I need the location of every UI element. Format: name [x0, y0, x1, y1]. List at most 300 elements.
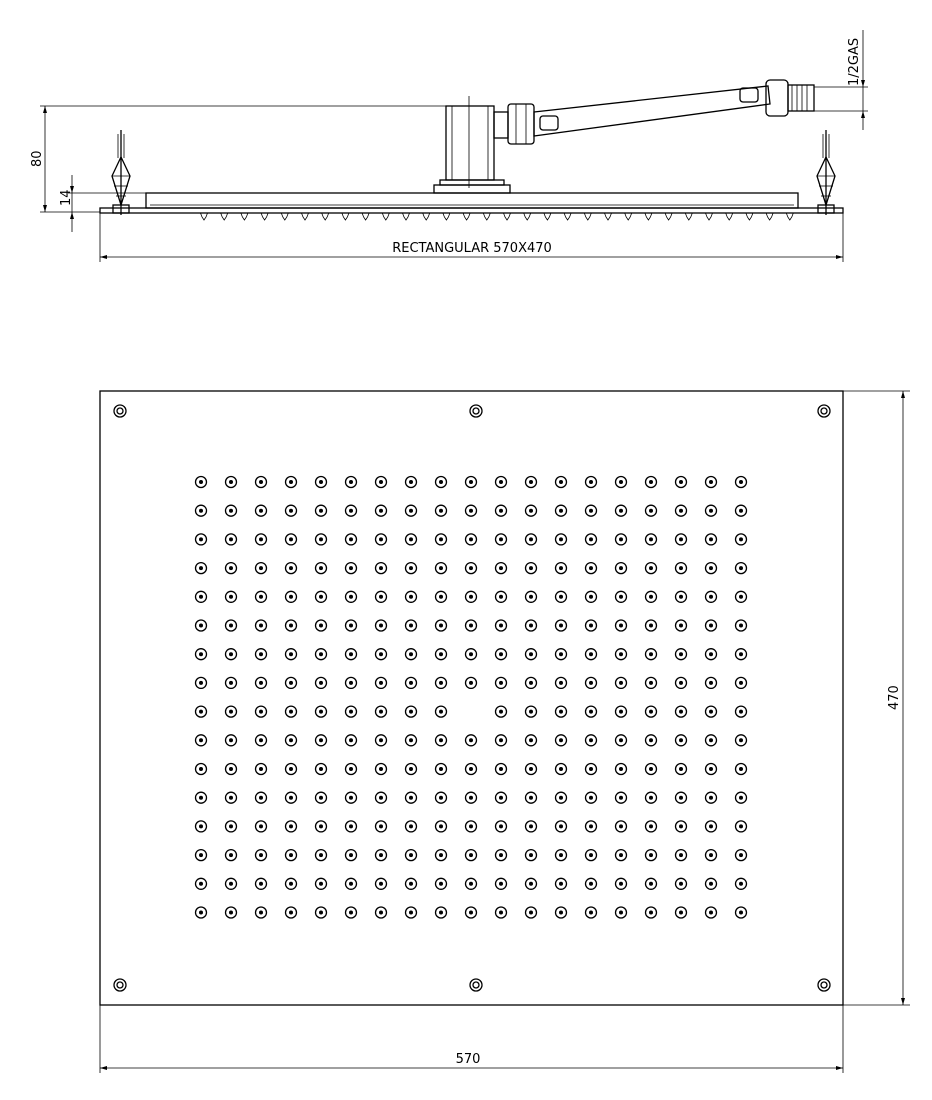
- nozzle: [556, 764, 567, 775]
- nozzle: [736, 735, 747, 746]
- side-plate-body: [146, 193, 798, 208]
- nozzle: [286, 649, 297, 660]
- side-nozzle: [685, 213, 692, 220]
- nozzle: [736, 649, 747, 660]
- side-nozzle: [766, 213, 773, 220]
- nozzle: [466, 764, 477, 775]
- nozzle: [556, 878, 567, 889]
- nozzle: [436, 850, 447, 861]
- nozzle: [226, 821, 237, 832]
- nozzle: [736, 706, 747, 717]
- nozzle: [466, 735, 477, 746]
- nozzle: [436, 764, 447, 775]
- nozzle: [586, 878, 597, 889]
- height-470-label: 470: [887, 685, 902, 710]
- nozzle: [436, 591, 447, 602]
- nozzle: [286, 850, 297, 861]
- nozzle: [706, 907, 717, 918]
- nozzle: [526, 677, 537, 688]
- nozzle: [286, 792, 297, 803]
- nozzle: [286, 677, 297, 688]
- nozzle: [466, 850, 477, 861]
- nozzle: [406, 850, 417, 861]
- nozzle: [346, 649, 357, 660]
- nozzle: [496, 477, 507, 488]
- nozzle: [316, 878, 327, 889]
- nozzle: [496, 792, 507, 803]
- nozzle: [226, 477, 237, 488]
- nozzle: [646, 649, 657, 660]
- nozzle: [646, 591, 657, 602]
- nozzle: [256, 735, 267, 746]
- nozzle: [256, 821, 267, 832]
- nozzle: [196, 907, 207, 918]
- nozzle: [586, 591, 597, 602]
- nozzle: [616, 677, 627, 688]
- nozzle: [226, 907, 237, 918]
- nozzle: [586, 792, 597, 803]
- nozzle: [466, 907, 477, 918]
- nozzle: [616, 620, 627, 631]
- side-nozzle: [342, 213, 349, 220]
- nozzle: [226, 677, 237, 688]
- nozzle: [646, 878, 657, 889]
- nozzle: [466, 649, 477, 660]
- nozzle: [586, 850, 597, 861]
- nozzle: [556, 677, 567, 688]
- width-570-label: 570: [455, 1052, 481, 1067]
- nozzle: [196, 677, 207, 688]
- nozzle: [646, 563, 657, 574]
- nozzle: [526, 821, 537, 832]
- side-nozzle: [241, 213, 248, 220]
- side-nozzle: [201, 213, 208, 220]
- nozzle: [736, 591, 747, 602]
- nozzle: [406, 534, 417, 545]
- nozzle: [676, 821, 687, 832]
- nozzle: [376, 563, 387, 574]
- nozzle: [736, 477, 747, 488]
- nozzle: [256, 907, 267, 918]
- nozzle: [406, 792, 417, 803]
- side-nozzle: [544, 213, 551, 220]
- side-nozzle: [463, 213, 470, 220]
- nozzle: [736, 792, 747, 803]
- nozzle: [556, 649, 567, 660]
- nozzle: [586, 677, 597, 688]
- nozzle: [436, 477, 447, 488]
- nozzle: [466, 878, 477, 889]
- nozzle: [496, 735, 507, 746]
- nozzle: [496, 677, 507, 688]
- nozzle: [376, 620, 387, 631]
- nozzle: [226, 591, 237, 602]
- nozzle: [496, 706, 507, 717]
- side-nozzle: [443, 213, 450, 220]
- nozzle: [646, 764, 657, 775]
- nozzle: [316, 677, 327, 688]
- nozzle: [436, 505, 447, 516]
- side-nozzle: [504, 213, 511, 220]
- nozzle: [736, 850, 747, 861]
- nozzle: [556, 706, 567, 717]
- nozzle: [526, 563, 537, 574]
- nozzle: [736, 534, 747, 545]
- nozzle: [226, 706, 237, 717]
- nozzle: [196, 563, 207, 574]
- nozzle: [346, 677, 357, 688]
- nozzle: [646, 821, 657, 832]
- nozzle: [436, 735, 447, 746]
- nozzle: [316, 649, 327, 660]
- nozzle: [226, 792, 237, 803]
- nozzle: [346, 907, 357, 918]
- nozzle: [256, 850, 267, 861]
- nozzle: [256, 563, 267, 574]
- nozzle: [736, 764, 747, 775]
- nozzle: [616, 764, 627, 775]
- nozzle: [466, 591, 477, 602]
- screw-top-left: [114, 405, 126, 417]
- nozzle: [436, 706, 447, 717]
- nozzle: [226, 850, 237, 861]
- side-nozzle: [302, 213, 309, 220]
- nozzle: [316, 620, 327, 631]
- nozzle: [406, 764, 417, 775]
- nozzle: [526, 850, 537, 861]
- side-nozzle: [322, 213, 329, 220]
- nozzle: [346, 563, 357, 574]
- nozzle: [406, 563, 417, 574]
- nozzle: [256, 706, 267, 717]
- nozzle: [676, 907, 687, 918]
- right-mounting-rod: [817, 130, 835, 215]
- nozzle: [346, 821, 357, 832]
- side-nozzle: [625, 213, 632, 220]
- nozzle: [616, 591, 627, 602]
- nozzle: [406, 907, 417, 918]
- nozzle: [406, 649, 417, 660]
- side-nozzle: [261, 213, 268, 220]
- nozzle: [466, 677, 477, 688]
- side-nozzle: [564, 213, 571, 220]
- side-nozzle: [221, 213, 228, 220]
- nozzle: [316, 907, 327, 918]
- side-nozzle: [524, 213, 531, 220]
- nozzle: [406, 477, 417, 488]
- nozzle-grid: [196, 477, 747, 919]
- nozzle: [496, 591, 507, 602]
- nozzle: [526, 477, 537, 488]
- nozzle: [706, 878, 717, 889]
- nozzle: [436, 534, 447, 545]
- nozzle: [736, 907, 747, 918]
- nozzle: [256, 878, 267, 889]
- nozzle: [676, 735, 687, 746]
- nozzle: [556, 735, 567, 746]
- nozzle: [466, 563, 477, 574]
- nozzle: [526, 706, 537, 717]
- nozzle: [556, 792, 567, 803]
- nozzle: [496, 878, 507, 889]
- shower-arm: [534, 86, 770, 136]
- nozzle: [406, 821, 417, 832]
- nozzle: [316, 792, 327, 803]
- nozzle: [646, 534, 657, 545]
- nozzle: [616, 878, 627, 889]
- nozzle: [526, 764, 537, 775]
- nozzle: [346, 735, 357, 746]
- nozzle: [376, 792, 387, 803]
- nozzle: [556, 907, 567, 918]
- nozzle: [646, 477, 657, 488]
- nozzle: [196, 764, 207, 775]
- nozzle: [226, 563, 237, 574]
- nozzle: [376, 591, 387, 602]
- side-nozzle: [786, 213, 793, 220]
- side-view: [30, 30, 868, 262]
- nozzle: [346, 792, 357, 803]
- side-plate-base: [100, 208, 843, 213]
- nozzle: [586, 649, 597, 660]
- side-nozzle: [706, 213, 713, 220]
- nozzle: [376, 850, 387, 861]
- arm-mount-block: [446, 106, 494, 180]
- nozzle: [256, 591, 267, 602]
- nozzle: [676, 677, 687, 688]
- side-nozzle: [382, 213, 389, 220]
- nozzle: [226, 620, 237, 631]
- nozzle: [496, 850, 507, 861]
- height-80-label: 80: [30, 150, 45, 167]
- nozzle: [676, 792, 687, 803]
- nozzle: [586, 735, 597, 746]
- nozzle: [616, 907, 627, 918]
- nozzle: [496, 764, 507, 775]
- nozzle: [736, 677, 747, 688]
- nozzle: [556, 505, 567, 516]
- side-nozzle: [403, 213, 410, 220]
- nozzle: [226, 534, 237, 545]
- nozzle: [706, 649, 717, 660]
- nozzle: [556, 821, 567, 832]
- nozzle: [316, 591, 327, 602]
- nozzle: [316, 735, 327, 746]
- nozzle: [646, 677, 657, 688]
- nozzle: [226, 735, 237, 746]
- nozzle: [376, 649, 387, 660]
- side-nozzle: [584, 213, 591, 220]
- nozzle: [586, 534, 597, 545]
- nozzle: [256, 505, 267, 516]
- nozzle: [646, 735, 657, 746]
- nozzle: [586, 563, 597, 574]
- nozzle: [496, 907, 507, 918]
- nozzle: [376, 477, 387, 488]
- nozzle: [346, 764, 357, 775]
- nozzle: [646, 792, 657, 803]
- nozzle: [406, 677, 417, 688]
- nozzle: [736, 620, 747, 631]
- nozzle: [256, 677, 267, 688]
- nozzle: [616, 505, 627, 516]
- nozzle: [346, 850, 357, 861]
- nozzle: [256, 620, 267, 631]
- nozzle: [406, 591, 417, 602]
- nozzle: [436, 677, 447, 688]
- nozzle: [676, 878, 687, 889]
- nozzle: [616, 821, 627, 832]
- nozzle: [646, 706, 657, 717]
- nozzle: [526, 620, 537, 631]
- nozzle: [706, 735, 717, 746]
- nozzle: [316, 706, 327, 717]
- nozzle: [646, 505, 657, 516]
- nozzle: [406, 505, 417, 516]
- nozzle: [496, 534, 507, 545]
- nozzle: [736, 878, 747, 889]
- screw-top-right: [818, 405, 830, 417]
- nozzle: [466, 792, 477, 803]
- nozzle: [616, 850, 627, 861]
- nozzle: [196, 591, 207, 602]
- nozzle: [346, 591, 357, 602]
- nozzle: [376, 505, 387, 516]
- side-nozzle: [645, 213, 652, 220]
- nozzle: [646, 907, 657, 918]
- nozzle: [616, 792, 627, 803]
- nozzle: [706, 792, 717, 803]
- nozzle: [496, 821, 507, 832]
- side-nozzle: [746, 213, 753, 220]
- nozzle: [436, 821, 447, 832]
- nozzle: [706, 620, 717, 631]
- nozzle: [316, 764, 327, 775]
- nozzle: [286, 821, 297, 832]
- nozzle: [316, 534, 327, 545]
- nozzle: [706, 850, 717, 861]
- arm-flange: [434, 185, 510, 193]
- screw-bottom-right: [818, 979, 830, 991]
- nozzle: [406, 620, 417, 631]
- nozzle: [196, 477, 207, 488]
- nozzle: [226, 878, 237, 889]
- nozzle: [256, 477, 267, 488]
- nozzle: [346, 620, 357, 631]
- nozzle: [286, 563, 297, 574]
- nozzle: [496, 620, 507, 631]
- plan-view: [100, 391, 910, 1073]
- side-nozzle: [726, 213, 733, 220]
- nozzle: [706, 764, 717, 775]
- nozzle: [526, 534, 537, 545]
- nozzle: [376, 878, 387, 889]
- nozzle: [346, 534, 357, 545]
- nozzle: [526, 792, 537, 803]
- nozzle: [256, 649, 267, 660]
- nozzle: [676, 649, 687, 660]
- nozzle: [316, 477, 327, 488]
- nozzle: [436, 878, 447, 889]
- screw-bottom-left: [114, 979, 126, 991]
- nozzle: [526, 735, 537, 746]
- side-nozzle: [483, 213, 490, 220]
- nozzle: [616, 563, 627, 574]
- nozzle: [676, 850, 687, 861]
- nozzle: [226, 505, 237, 516]
- nozzle: [286, 735, 297, 746]
- nozzle: [616, 649, 627, 660]
- nozzle: [496, 505, 507, 516]
- nozzle: [676, 477, 687, 488]
- nozzle: [376, 821, 387, 832]
- nozzle: [526, 907, 537, 918]
- nozzle: [556, 591, 567, 602]
- nozzle: [496, 649, 507, 660]
- nozzle: [676, 706, 687, 717]
- nozzle: [466, 534, 477, 545]
- nozzle: [286, 907, 297, 918]
- nozzle: [586, 620, 597, 631]
- nozzle: [586, 706, 597, 717]
- nozzle: [286, 505, 297, 516]
- side-nozzle: [605, 213, 612, 220]
- nozzle: [706, 677, 717, 688]
- nozzle: [736, 563, 747, 574]
- nozzle: [676, 620, 687, 631]
- nozzle: [706, 821, 717, 832]
- nozzle: [346, 477, 357, 488]
- nozzle: [466, 620, 477, 631]
- nozzle: [556, 850, 567, 861]
- nozzle: [706, 534, 717, 545]
- nozzle: [196, 735, 207, 746]
- nozzle: [586, 764, 597, 775]
- nozzle: [196, 792, 207, 803]
- nozzle: [736, 505, 747, 516]
- nozzle: [706, 563, 717, 574]
- nozzle: [256, 764, 267, 775]
- nozzle: [316, 821, 327, 832]
- nozzle: [436, 620, 447, 631]
- nozzle: [586, 505, 597, 516]
- nozzle: [646, 850, 657, 861]
- nozzle: [196, 850, 207, 861]
- nozzle: [436, 792, 447, 803]
- nozzle: [676, 563, 687, 574]
- nozzle: [646, 620, 657, 631]
- nozzle: [376, 735, 387, 746]
- nozzle: [556, 563, 567, 574]
- left-mounting-rod: [112, 130, 130, 215]
- nozzle: [376, 764, 387, 775]
- nozzle: [436, 563, 447, 574]
- nozzle: [406, 735, 417, 746]
- nozzle: [286, 764, 297, 775]
- screw-bottom-center: [470, 979, 482, 991]
- nozzle: [376, 907, 387, 918]
- nozzle: [526, 878, 537, 889]
- side-nozzle: [281, 213, 288, 220]
- nozzle: [406, 878, 417, 889]
- nozzle: [406, 706, 417, 717]
- nozzle: [316, 563, 327, 574]
- nozzle: [256, 792, 267, 803]
- nozzle: [226, 649, 237, 660]
- nozzle: [706, 477, 717, 488]
- side-nozzles: [201, 213, 794, 220]
- nozzle: [286, 620, 297, 631]
